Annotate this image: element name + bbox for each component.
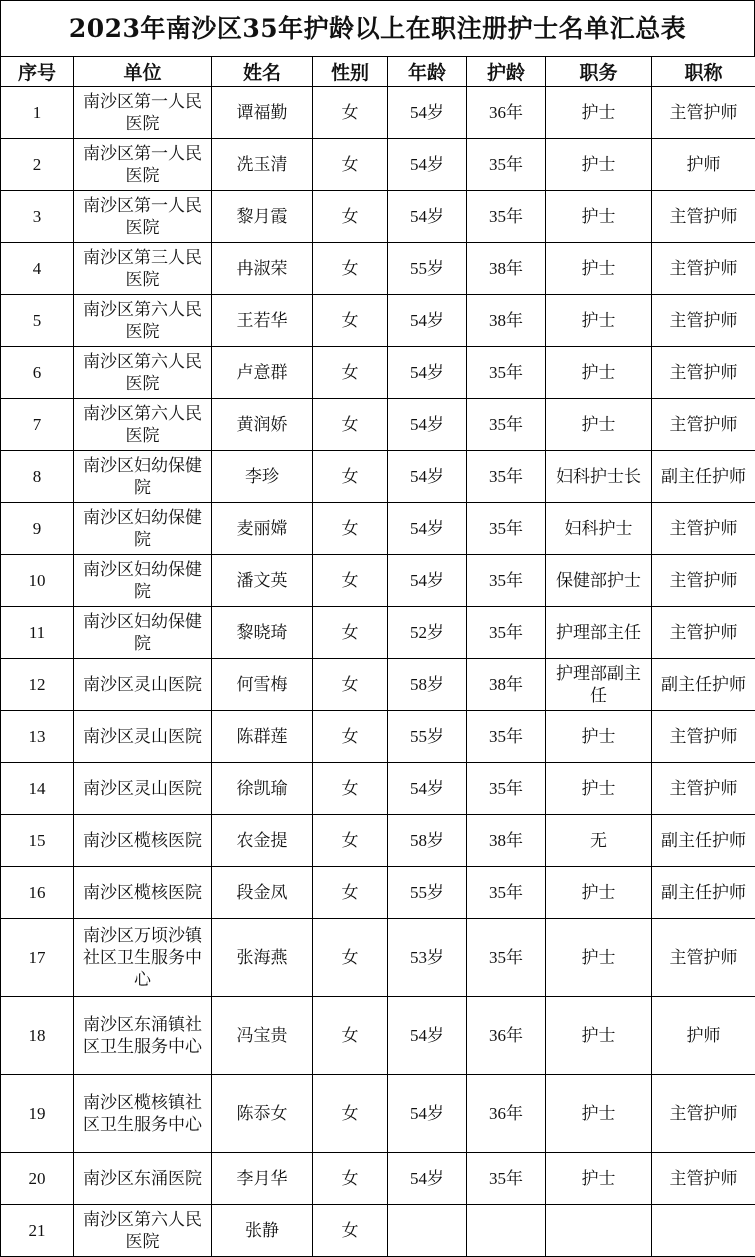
table-row [1,1205,755,1257]
cell-name: 黄润娇 [212,399,313,451]
cell-index: 11 [1,607,74,659]
cell-name: 冉淑荣 [212,243,313,295]
header-age: 年龄 [388,57,467,87]
cell-index: 1 [1,87,74,139]
table-row [1,243,755,295]
cell-age: 54岁 [388,997,467,1075]
cell-title: 副主任护师 [652,659,755,711]
cell-unit: 南沙区榄核医院 [74,815,212,867]
cell-name: 李珍 [212,451,313,503]
cell-age: 54岁 [388,763,467,815]
header-nursing-years: 护龄 [467,57,546,87]
cell-duty: 妇科护士 [546,503,652,555]
cell-name: 徐凯瑜 [212,763,313,815]
cell-unit: 南沙区第一人民医院 [74,191,212,243]
cell-gender: 女 [313,347,388,399]
cell-title: 主管护师 [652,87,755,139]
cell-gender: 女 [313,1075,388,1153]
cell-duty: 护士 [546,191,652,243]
cell-nursing-years: 35年 [467,1153,546,1205]
cell-nursing-years: 35年 [467,503,546,555]
cell-index: 14 [1,763,74,815]
cell-index: 20 [1,1153,74,1205]
cell-gender: 女 [313,763,388,815]
cell-index: 18 [1,997,74,1075]
cell-age: 53岁 [388,919,467,997]
cell-index: 8 [1,451,74,503]
cell-duty: 护士 [546,399,652,451]
cell-unit: 南沙区第六人民医院 [74,399,212,451]
cell-nursing-years: 35年 [467,451,546,503]
cell-unit: 南沙区灵山医院 [74,711,212,763]
header-index: 序号 [1,57,74,87]
cell-name: 麦丽嫦 [212,503,313,555]
cell-gender: 女 [313,451,388,503]
table-row [1,919,755,997]
header-gender: 性别 [313,57,388,87]
cell-unit: 南沙区妇幼保健院 [74,503,212,555]
cell-duty: 护士 [546,711,652,763]
cell-unit: 南沙区第六人民医院 [74,295,212,347]
cell-nursing-years: 35年 [467,607,546,659]
cell-duty: 护士 [546,763,652,815]
cell-name: 张海燕 [212,919,313,997]
table-row [1,87,755,139]
cell-nursing-years: 35年 [467,919,546,997]
cell-gender: 女 [313,503,388,555]
cell-gender: 女 [313,139,388,191]
table-row [1,815,755,867]
cell-unit: 南沙区榄核镇社区卫生服务中心 [74,1075,212,1153]
cell-gender: 女 [313,295,388,347]
cell-nursing-years: 35年 [467,399,546,451]
cell-title: 主管护师 [652,503,755,555]
cell-nursing-years: 35年 [467,191,546,243]
cell-index: 15 [1,815,74,867]
table-row [1,711,755,763]
cell-gender: 女 [313,87,388,139]
cell-gender: 女 [313,555,388,607]
cell-gender: 女 [313,919,388,997]
cell-age: 54岁 [388,1075,467,1153]
cell-nursing-years [467,1205,546,1257]
cell-age: 54岁 [388,295,467,347]
cell-nursing-years: 35年 [467,347,546,399]
cell-title: 副主任护师 [652,867,755,919]
cell-name: 黎月霞 [212,191,313,243]
header-title: 职称 [652,57,755,87]
table-header-row [1,57,755,87]
cell-age: 55岁 [388,243,467,295]
cell-title: 主管护师 [652,295,755,347]
cell-index: 17 [1,919,74,997]
cell-name: 农金提 [212,815,313,867]
cell-duty: 护士 [546,87,652,139]
cell-age: 54岁 [388,399,467,451]
cell-title: 主管护师 [652,347,755,399]
cell-title: 主管护师 [652,763,755,815]
cell-unit: 南沙区第一人民医院 [74,87,212,139]
cell-unit: 南沙区东涌镇社区卫生服务中心 [74,997,212,1075]
cell-nursing-years: 38年 [467,243,546,295]
cell-name: 段金凤 [212,867,313,919]
cell-nursing-years: 35年 [467,763,546,815]
cell-unit: 南沙区榄核医院 [74,867,212,919]
roster-table [0,56,755,1257]
cell-gender: 女 [313,815,388,867]
cell-title: 护师 [652,139,755,191]
cell-duty: 护士 [546,243,652,295]
cell-title: 主管护师 [652,607,755,659]
cell-title: 主管护师 [652,711,755,763]
cell-gender: 女 [313,1205,388,1257]
cell-title: 主管护师 [652,1075,755,1153]
cell-gender: 女 [313,607,388,659]
cell-age: 55岁 [388,711,467,763]
cell-index: 2 [1,139,74,191]
table-row [1,763,755,815]
cell-index: 13 [1,711,74,763]
cell-name: 冼玉清 [212,139,313,191]
cell-unit: 南沙区东涌医院 [74,1153,212,1205]
cell-nursing-years: 35年 [467,555,546,607]
table-row [1,139,755,191]
cell-unit: 南沙区灵山医院 [74,763,212,815]
cell-index: 12 [1,659,74,711]
cell-gender: 女 [313,997,388,1075]
cell-nursing-years: 38年 [467,815,546,867]
cell-gender: 女 [313,711,388,763]
table-row [1,295,755,347]
cell-nursing-years: 36年 [467,1075,546,1153]
cell-name: 卢意群 [212,347,313,399]
cell-age: 54岁 [388,87,467,139]
cell-duty: 护士 [546,997,652,1075]
cell-duty: 保健部护士 [546,555,652,607]
cell-age: 52岁 [388,607,467,659]
cell-name: 谭福勤 [212,87,313,139]
cell-title [652,1205,755,1257]
cell-nursing-years: 35年 [467,867,546,919]
cell-duty: 护理部主任 [546,607,652,659]
cell-unit: 南沙区第六人民医院 [74,1205,212,1257]
header-name: 姓名 [212,57,313,87]
table-row [1,399,755,451]
cell-gender: 女 [313,1153,388,1205]
table-row [1,503,755,555]
header-duty: 职务 [546,57,652,87]
cell-title: 主管护师 [652,243,755,295]
cell-unit: 南沙区妇幼保健院 [74,607,212,659]
cell-index: 19 [1,1075,74,1153]
cell-title: 副主任护师 [652,815,755,867]
cell-name: 王若华 [212,295,313,347]
cell-index: 4 [1,243,74,295]
cell-duty: 护士 [546,867,652,919]
header-unit: 单位 [74,57,212,87]
table-row [1,659,755,711]
cell-age: 54岁 [388,1153,467,1205]
cell-title: 护师 [652,997,755,1075]
cell-title: 副主任护师 [652,451,755,503]
table-row [1,555,755,607]
cell-unit: 南沙区第一人民医院 [74,139,212,191]
cell-duty: 妇科护士长 [546,451,652,503]
cell-nursing-years: 38年 [467,659,546,711]
cell-nursing-years: 35年 [467,711,546,763]
cell-name: 黎晓琦 [212,607,313,659]
cell-index: 10 [1,555,74,607]
cell-age: 54岁 [388,139,467,191]
table-row [1,451,755,503]
cell-age: 58岁 [388,815,467,867]
cell-title: 主管护师 [652,1153,755,1205]
cell-age: 58岁 [388,659,467,711]
cell-gender: 女 [313,243,388,295]
page-title: 2023年南沙区35年护龄以上在职注册护士名单汇总表 [0,0,755,56]
cell-gender: 女 [313,867,388,919]
cell-unit: 南沙区第三人民医院 [74,243,212,295]
cell-index: 21 [1,1205,74,1257]
cell-gender: 女 [313,399,388,451]
cell-name: 陈群莲 [212,711,313,763]
cell-nursing-years: 35年 [467,139,546,191]
cell-index: 9 [1,503,74,555]
cell-age: 54岁 [388,347,467,399]
cell-age [388,1205,467,1257]
cell-index: 16 [1,867,74,919]
cell-duty: 护士 [546,295,652,347]
cell-title: 主管护师 [652,399,755,451]
cell-duty: 无 [546,815,652,867]
cell-duty: 护理部副主任 [546,659,652,711]
cell-nursing-years: 36年 [467,87,546,139]
cell-name: 李月华 [212,1153,313,1205]
table-row [1,997,755,1075]
table-row [1,1075,755,1153]
cell-name: 何雪梅 [212,659,313,711]
cell-index: 6 [1,347,74,399]
cell-age: 54岁 [388,191,467,243]
table-row [1,607,755,659]
cell-index: 7 [1,399,74,451]
cell-unit: 南沙区妇幼保健院 [74,555,212,607]
table-row [1,867,755,919]
cell-age: 54岁 [388,555,467,607]
table-row [1,1153,755,1205]
cell-nursing-years: 38年 [467,295,546,347]
cell-duty: 护士 [546,139,652,191]
table-body [1,87,755,1257]
cell-unit: 南沙区灵山医院 [74,659,212,711]
cell-gender: 女 [313,659,388,711]
cell-duty: 护士 [546,919,652,997]
cell-duty: 护士 [546,1153,652,1205]
table-row [1,347,755,399]
cell-unit: 南沙区万顷沙镇社区卫生服务中心 [74,919,212,997]
cell-unit: 南沙区妇幼保健院 [74,451,212,503]
cell-age: 55岁 [388,867,467,919]
cell-duty: 护士 [546,1075,652,1153]
cell-duty: 护士 [546,347,652,399]
cell-name: 潘文英 [212,555,313,607]
cell-name: 张静 [212,1205,313,1257]
cell-nursing-years: 36年 [467,997,546,1075]
cell-title: 主管护师 [652,191,755,243]
table-row [1,191,755,243]
cell-index: 5 [1,295,74,347]
cell-age: 54岁 [388,451,467,503]
cell-unit: 南沙区第六人民医院 [74,347,212,399]
cell-age: 54岁 [388,503,467,555]
cell-duty [546,1205,652,1257]
cell-title: 主管护师 [652,555,755,607]
cell-index: 3 [1,191,74,243]
cell-name: 冯宝贵 [212,997,313,1075]
cell-gender: 女 [313,191,388,243]
cell-title: 主管护师 [652,919,755,997]
cell-name: 陈忝女 [212,1075,313,1153]
